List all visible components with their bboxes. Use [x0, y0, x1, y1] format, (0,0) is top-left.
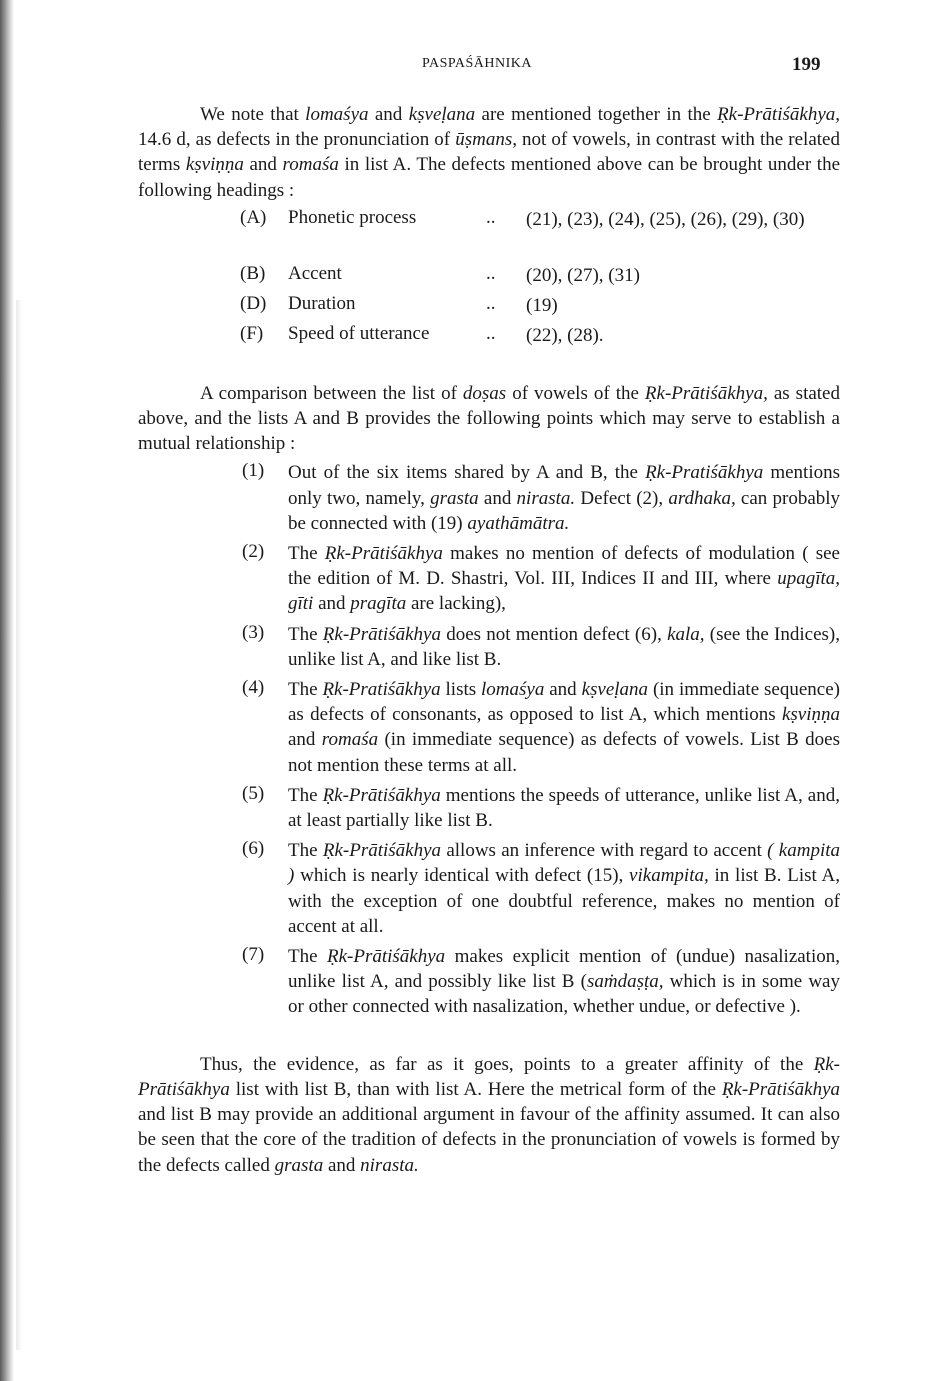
text: are mentioned together in the — [475, 104, 718, 125]
text: (see the Indices), unlike list A, and like list B. — [288, 623, 840, 670]
text: (in immediate sequence) as defects of consonants, as opposed to list A, which mentions — [288, 679, 840, 726]
term: kṣveḷana — [408, 104, 476, 125]
leader-dots: .. — [486, 292, 496, 314]
list-item — [138, 944, 840, 1020]
text: and — [243, 154, 283, 176]
term: ūṣmans, — [455, 129, 517, 151]
paragraph-conclusion — [138, 1052, 840, 1178]
term: Ṛk-Prātiśākhya, — [644, 382, 768, 404]
item-number: (7) — [242, 944, 265, 966]
text: allows an inference with regard to accent — [441, 840, 768, 862]
text: in list B. List A, with the exception of one doubtful reference, makes no mention of accent at all. — [288, 865, 840, 937]
term: ardhaka, — [668, 487, 736, 509]
term: grasta — [430, 487, 479, 509]
term: saṁdaṣṭa, — [586, 971, 664, 993]
text: mentions only two, namely, — [288, 462, 840, 509]
paragraph-comparison — [138, 381, 840, 457]
text: The — [288, 840, 323, 862]
term: Ṛk-Prātiśākhya — [721, 1078, 840, 1100]
list-item — [138, 838, 840, 939]
item-number: (6) — [242, 838, 265, 860]
text: Defect (2), — [575, 487, 669, 509]
page-body — [138, 102, 840, 1178]
text: not of vowels, in contrast with the related terms — [138, 129, 840, 176]
term: grasta — [274, 1154, 324, 1176]
text: (in immediate sequence) as defects of vowels. List B does not mention these terms at all. — [288, 729, 841, 776]
defect-category — [138, 293, 840, 323]
text: and — [288, 729, 322, 751]
term: doṣas — [462, 382, 507, 404]
text: mentions the speeds of utterance, unlike list A, and, at least partially like list B. — [288, 784, 840, 832]
text: which is nearly identical with defect (15), — [294, 865, 630, 887]
category-refs: (21), (23), (24), (25), (26), (29), (30) — [526, 208, 805, 230]
term: lomaśya — [305, 104, 369, 125]
category-name: Speed of utterance — [288, 322, 430, 344]
text: The — [288, 784, 323, 806]
category-refs: (22), (28). — [526, 324, 604, 346]
running-title: PASPAŚĀHNIKA — [422, 56, 533, 71]
text: as stated above, and the lists A and B provides the following points which may serve to establish a mutual relationship : — [138, 382, 840, 455]
term: upagīta, gīti — [288, 568, 840, 615]
text: A comparison between the list of — [200, 382, 463, 404]
item-number: (5) — [242, 782, 265, 804]
term: nirasta. — [516, 487, 576, 509]
category-refs: (19) — [526, 294, 558, 316]
term: Ṛk-Pratiśākhya — [645, 462, 764, 484]
term: romaśa — [282, 154, 339, 176]
term: kṣviṇṇa — [781, 704, 840, 726]
leader-dots: .. — [486, 206, 496, 228]
term: kṣveḷana — [581, 679, 649, 701]
defect-categories-list — [138, 207, 840, 353]
text: and — [478, 487, 517, 509]
text: in list A. The defects mentioned above can be brought under the following headings : — [138, 154, 841, 201]
text: and — [368, 104, 409, 125]
text: makes no mention of defects of modulation ( see the edition of M. D. Shastri, Vol. III, Indices II and III, where — [288, 543, 840, 590]
text: and — [313, 593, 351, 615]
text: lists — [440, 679, 482, 701]
page-number: 199 — [792, 54, 821, 75]
text: of vowels of the — [506, 382, 645, 404]
category-refs: (20), (27), (31) — [526, 264, 640, 286]
list-item — [138, 541, 840, 617]
text: and — [323, 1154, 361, 1176]
term: pragīta — [350, 593, 407, 615]
defect-category — [138, 323, 840, 353]
text: which is in some way or other connected with nasalization, whether undue, or defective ). — [288, 971, 840, 1018]
term: Ṛk-Prātiśākhya, — [717, 104, 840, 125]
item-number: (3) — [242, 621, 265, 643]
text: makes explicit mention of (undue) nasalization, unlike list A, and possibly like list B ( — [288, 946, 840, 993]
term: kṣviṇṇa — [185, 154, 244, 176]
leader-dots: .. — [486, 262, 496, 284]
term: ( kampita ) — [288, 840, 841, 887]
list-item — [138, 622, 840, 672]
term: Ṛk-Prātiśākhya — [322, 623, 441, 645]
text: are lacking), — [406, 593, 506, 615]
text: The — [288, 543, 325, 565]
category-label: (A) — [240, 206, 267, 228]
term: romaśa — [321, 729, 379, 751]
comparison-points-list — [138, 460, 840, 1019]
category-label: (F) — [240, 322, 264, 344]
leader-dots: .. — [486, 322, 496, 344]
item-number: (4) — [242, 677, 265, 699]
text: does not mention defect (6), — [440, 623, 668, 645]
category-label: (D) — [240, 292, 267, 314]
text: The — [288, 946, 327, 968]
category-name: Phonetic process — [288, 206, 417, 228]
term: Ṛk-Prātiśākhya — [324, 543, 443, 565]
text: Thus, the evidence, as far as it goes, points to a greater affinity of the — [200, 1053, 814, 1075]
category-name: Accent — [288, 262, 342, 284]
text: list with list B, than with list A. Here the metrical form of the — [229, 1078, 722, 1100]
text: The — [288, 623, 323, 645]
running-head — [0, 56, 930, 78]
term: Ṛk-Prātiśākhya — [322, 840, 442, 862]
text: 14.6 d, as defects in the pronunciation of — [138, 129, 456, 151]
text: and list B may provide an additional argument in favour of the affinity assumed. It can also be seen that the core of the tradition of defects in the pronunciation of vowels is formed by the defects called — [138, 1104, 840, 1176]
item-number: (1) — [242, 460, 265, 482]
defect-category — [138, 207, 840, 263]
defect-category — [138, 263, 840, 293]
term: ayathāmātra. — [467, 512, 570, 534]
term: Ṛk-Prātiśākhya — [326, 946, 446, 968]
term: vikampita, — [629, 865, 709, 887]
term: Ṛk-Pratiśākhya — [322, 679, 441, 701]
term: Ṛk-Prātiśākhya — [322, 784, 441, 806]
text: Out of the six items shared by A and B, the — [288, 462, 646, 484]
list-item — [138, 677, 840, 778]
list-item — [138, 783, 840, 833]
category-label: (B) — [240, 262, 266, 284]
item-number: (2) — [242, 541, 265, 563]
category-name: Duration — [288, 292, 356, 314]
list-item — [138, 460, 840, 536]
term: nirasta. — [360, 1154, 419, 1176]
page-binding-edge — [0, 0, 14, 1381]
text: The — [288, 679, 323, 701]
term: lomaśya — [481, 679, 545, 701]
text: can probably be connected with (19) — [288, 487, 841, 534]
term: Ṛk-Prātiśākhya — [138, 1053, 840, 1100]
text: We note that — [200, 104, 306, 125]
term: kala, — [667, 623, 705, 645]
paragraph-intro — [138, 102, 840, 203]
text: and — [544, 679, 582, 701]
page-shadow — [16, 300, 22, 1350]
